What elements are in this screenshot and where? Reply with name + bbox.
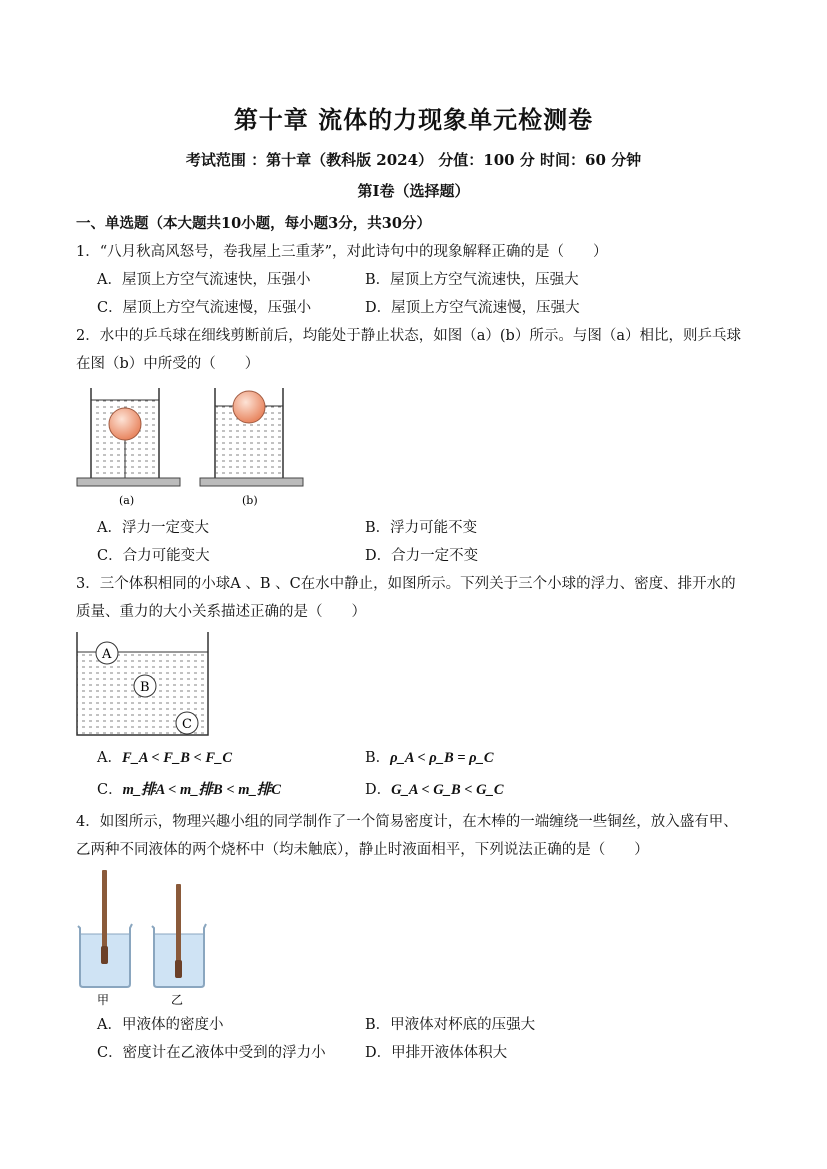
option-1c[interactable]: C．屋顶上方空气流速慢，压强小 <box>97 300 312 316</box>
ping-pong-ball-b <box>233 391 265 423</box>
beaker-yi <box>152 884 206 1007</box>
formula-3c: m_排A < m_排B < m_排C <box>122 782 281 798</box>
option-3b[interactable]: B．ρ_A < ρ_B = ρ_C <box>365 750 494 766</box>
option-1b[interactable]: B．屋顶上方空气流速快，压强大 <box>365 272 579 288</box>
question-stem-line1: 三个体积相同的小球A 、B 、C在水中静止，如图所示。下列关于三个小球的浮力、密度、排开水的 <box>99 576 736 592</box>
copper-wire <box>101 946 108 964</box>
question-stem-line2: 乙两种不同液体的两个烧杯中（均未触底），静止时液面相平，下列说法正确的是（ ） <box>76 842 649 858</box>
question-4 <box>76 808 756 864</box>
question-stem: “八月秋高风怒号，卷我屋上三重茅”，对此诗句中的现象解释正确的是（ ） <box>99 244 608 260</box>
question-number: 2． <box>76 328 100 344</box>
exam-info: 考试范围 ：第十章（教科版 2024） 分值：100 分 时间：60 分钟 <box>185 151 642 169</box>
section-heading: 一、单选题（本大题共10小题，每小题3分，共30分） <box>76 215 431 232</box>
option-3d[interactable]: D．G_A < G_B < G_C <box>365 782 504 798</box>
figure-ball-in-water <box>74 380 314 510</box>
question-number: 1． <box>76 244 100 260</box>
question-stem-line2: 在图（b）中所受的（ ） <box>76 356 260 372</box>
figure-b <box>200 388 303 507</box>
option-2a[interactable]: A．浮力一定变大 <box>97 520 209 536</box>
ball-label-b: B <box>140 680 150 695</box>
beaker-label-yi: 乙 <box>171 993 184 1007</box>
option-1d[interactable]: D．屋顶上方空气流速慢，压强大 <box>365 300 580 316</box>
option-1a[interactable]: A．屋顶上方空气流速快，压强小 <box>97 272 311 288</box>
question-stem-line2: 质量、重力的大小关系描述正确的是（ ） <box>76 604 366 620</box>
option-3a[interactable]: A．F_A < F_B < F_C <box>97 750 232 766</box>
question-stem-line1: 水中的乒乓球在细线剪断前后，均能处于静止状态，如图（a）(b）所示。与图（a）相比，则乒乓球 <box>99 328 741 344</box>
beaker-jia <box>78 870 132 1007</box>
figure-label-b: (b) <box>242 494 258 507</box>
formula-3d: G_A < G_B < G_C <box>391 782 504 798</box>
question-number: 4． <box>76 814 100 830</box>
figure-three-balls <box>74 628 214 740</box>
option-4c[interactable]: C．密度计在乙液体中受到的浮力小 <box>97 1045 326 1061</box>
option-2b[interactable]: B．浮力可能不变 <box>365 520 478 536</box>
option-3c[interactable]: C．m_排A < m_排B < m_排C <box>97 782 281 798</box>
question-2 <box>76 322 756 378</box>
figure-densimeter <box>74 866 214 1011</box>
figure-a <box>77 388 180 507</box>
figure-label-a: (a) <box>119 494 135 507</box>
question-stem-line1: 如图所示，物理兴趣小组的同学制作了一个简易密度计，在木棒的一端缠绕一些铜丝，放入盛有甲、 <box>99 814 738 830</box>
ball-label-c: C <box>182 717 192 732</box>
formula-3a: F_A < F_B < F_C <box>121 750 232 766</box>
formula-3b: ρ_A < ρ_B = ρ_C <box>390 750 494 766</box>
option-4d[interactable]: D．甲排开液体体积大 <box>365 1045 508 1061</box>
question-3 <box>76 570 756 626</box>
option-2c[interactable]: C．合力可能变大 <box>97 548 210 564</box>
page-title: 第十章 流体的力现象单元检测卷 <box>233 105 594 134</box>
volume-heading: 第Ⅰ卷（选择题） <box>357 182 470 200</box>
option-2d[interactable]: D．合力一定不变 <box>365 548 479 564</box>
ping-pong-ball-a <box>109 408 141 440</box>
copper-wire <box>175 960 182 978</box>
option-4a[interactable]: A．甲液体的密度小 <box>97 1017 224 1033</box>
beaker-label-jia: 甲 <box>97 993 110 1007</box>
question-number: 3． <box>76 576 100 592</box>
option-4b[interactable]: B．甲液体对杯底的压强大 <box>365 1017 536 1033</box>
question-1 <box>76 238 756 266</box>
ball-label-a: A <box>102 647 112 662</box>
